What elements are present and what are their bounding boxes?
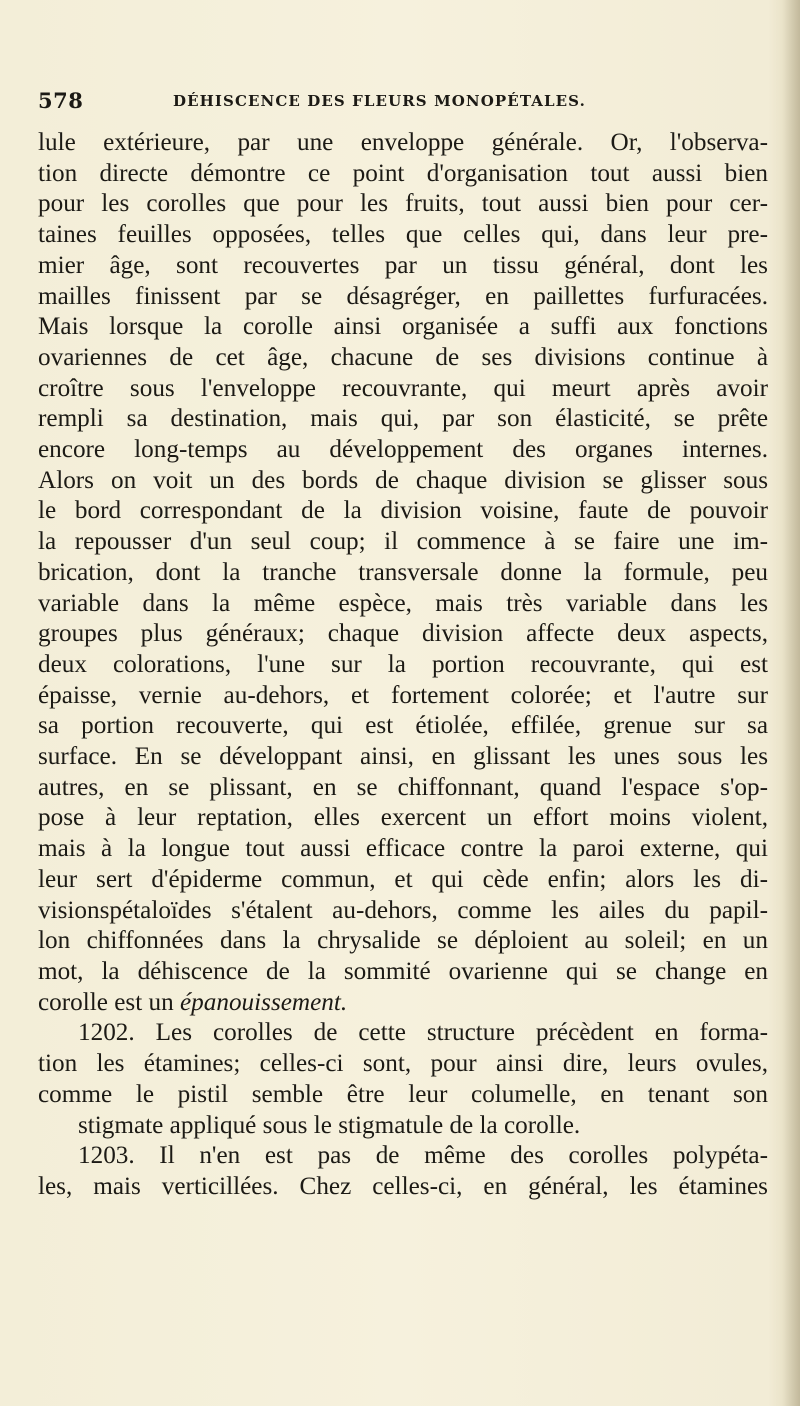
text-line: comme le pistil semble être leur columelle, en tenant son	[38, 1080, 768, 1108]
text-line: mier âge, sont recouvertes par un tissu général, dont les	[38, 251, 768, 279]
paragraph-start-1203: 1203. Il n'en est pas de même des corolles polypéta-	[78, 1142, 768, 1170]
text-line: tion les étamines; celles-ci sont, pour ainsi dire, leurs ovules,	[38, 1050, 768, 1078]
text-line: surface. En se développant ainsi, en glissant les unes sous les	[38, 743, 768, 771]
paragraph-start-1202: 1202. Les corolles de cette structure précèdent en forma-	[78, 1019, 768, 1047]
page-edge-shadow	[782, 0, 800, 1406]
text-line: brication, dont la tranche transversale donne la formule, peu	[38, 558, 768, 586]
text-run: corolle est un	[38, 988, 180, 1016]
text-line: la repousser d'un seul coup; il commence à se faire une im-	[38, 528, 768, 556]
text-line: tion directe démontre ce point d'organisation tout aussi bien	[38, 159, 768, 187]
text-line: Alors on voit un des bords de chaque division se glisser sous	[38, 466, 768, 494]
text-line: taines feuilles opposées, telles que celles qui, dans leur pre-	[38, 221, 768, 249]
text-line: deux colorations, l'une sur la portion recouvrante, qui est	[38, 650, 768, 678]
text-line: pose à leur reptation, elles exercent un effort moins violent,	[38, 804, 768, 832]
text-line: visionspétaloïdes s'étalent au-dehors, comme les ailes du papil-	[38, 896, 768, 924]
body-text	[38, 128, 768, 1203]
text-line: mot, la déhiscence de la sommité ovarienne qui se change en	[38, 957, 768, 985]
text-line: autres, en se plissant, en se chiffonnant, quand l'espace s'op-	[38, 773, 768, 801]
running-head: DÉHISCENCE DES FLEURS MONOPÉTALES.	[173, 92, 586, 110]
text-line: lule extérieure, par une enveloppe générale. Or, l'observa-	[38, 129, 768, 156]
text-line: mailles finissent par se désagréger, en paillettes furfuracées.	[38, 282, 768, 310]
text-line: épaisse, vernie au-dehors, et fortement colorée; et l'autre sur	[38, 681, 768, 709]
text-line: stigmate appliqué sous le stigmatule de la corolle.	[78, 1111, 581, 1139]
text-line: pour les corolles que pour les fruits, tout aussi bien pour cer-	[38, 190, 768, 218]
text-line: le bord correspondant de la division voisine, faute de pouvoir	[38, 497, 768, 525]
emphasized-term: épanouissement.	[180, 988, 348, 1016]
text-line: rempli sa destination, mais qui, par son élasticité, se prête	[38, 405, 768, 433]
text-line: sa portion recouverte, qui est étiolée, effilée, grenue sur sa	[38, 712, 768, 740]
text-line: mais à la longue tout aussi efficace contre la paroi externe, qui	[38, 835, 768, 863]
text-line: croître sous l'enveloppe recouvrante, qui meurt après avoir	[38, 374, 768, 402]
text-line-with-emphasis	[38, 988, 768, 1019]
text-line: variable dans la même espèce, mais très variable dans les	[38, 589, 768, 617]
text-line: groupes plus généraux; chaque division affecte deux aspects,	[38, 620, 768, 648]
text-line: encore long-temps au développement des organes internes.	[38, 436, 768, 464]
text-line: Mais lorsque la corolle ainsi organisée a suffi aux fonctions	[38, 313, 768, 341]
page-number: 578	[38, 88, 84, 113]
text-line: leur sert d'épiderme commun, et qui cède enfin; alors les di-	[38, 865, 768, 893]
text-line: lon chiffonnées dans la chrysalide se déploient au soleil; en un	[38, 927, 768, 955]
page-header	[38, 88, 768, 118]
text-line: les, mais verticillées. Chez celles-ci, en général, les étamines	[38, 1172, 768, 1200]
text-line: ovariennes de cet âge, chacune de ses divisions continue à	[38, 343, 768, 371]
